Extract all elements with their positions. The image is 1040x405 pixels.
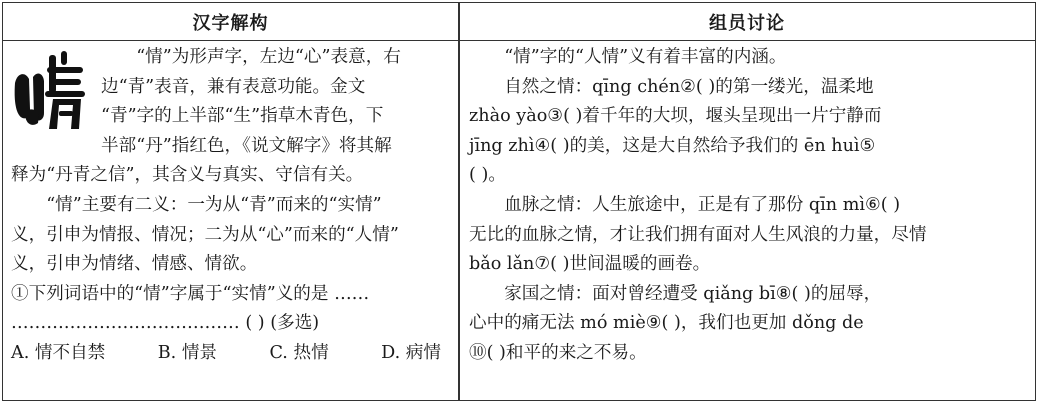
text-line: “情”主要有二义：一为从“青”而来的“实情” bbox=[46, 194, 382, 215]
text-line: jīng zhì④( )的美，这是大自然给予我们的 ēn huì⑤ bbox=[469, 135, 876, 156]
blood-section bbox=[469, 191, 1029, 280]
option-c[interactable]: C. 热情 bbox=[269, 342, 329, 363]
text-line: 半部“丹”指红色，《说文解字》将其解 bbox=[101, 135, 392, 156]
header-hanzi-analysis: 汉字解构 bbox=[3, 3, 459, 41]
text-line: 心中的痛无法 mó miè⑨( )，我们也更加 dǒng de bbox=[469, 313, 864, 334]
question-text: ①下列词语中的“情”字属于“实情”义的是 …… bbox=[11, 283, 370, 304]
text-line: zhào yào③( )着千年的大坝，堰头呈现出一片宁静而 bbox=[469, 106, 882, 127]
options-row bbox=[11, 339, 441, 369]
text-line: 血脉之情：人生旅途中，正是有了那份 qīn mì⑥( ) bbox=[504, 194, 901, 215]
column-divider bbox=[458, 3, 460, 400]
text-line: “青”字的上半部“生”指草木青色，下 bbox=[101, 106, 384, 127]
answer-blank[interactable]: ( ) bbox=[245, 313, 265, 334]
text-line: “情”为形声字，左边“心”表意，右 bbox=[136, 47, 401, 67]
text-line: 义，引申为情绪、情感、情欲。 bbox=[11, 254, 258, 275]
text-line: 自然之情：qīng chén②( )的第一缕光，温柔地 bbox=[504, 76, 874, 97]
nation-section bbox=[469, 280, 1029, 369]
text-line: bǎo lǎn⑦( )世间温暖的画卷。 bbox=[469, 254, 711, 275]
left-column bbox=[11, 43, 451, 369]
text-line: ( )。 bbox=[469, 165, 506, 186]
qing-glyph-drawing bbox=[11, 49, 89, 133]
header-group-discussion: 组员讨论 bbox=[459, 3, 1035, 41]
intro-line: “情”字的“人情”义有着丰富的内涵。 bbox=[504, 47, 787, 67]
meaning-paragraph bbox=[11, 191, 451, 280]
leader-dots: ………………………………… bbox=[11, 313, 240, 334]
text-line: 无比的血脉之情，才让我们拥有面对人生风浪的力量，尽情 bbox=[469, 224, 927, 245]
text-line: 边“青”表音，兼有表意功能。金文 bbox=[101, 76, 366, 97]
qing-seal-glyph-icon bbox=[11, 49, 89, 133]
question-1 bbox=[11, 280, 451, 369]
right-column bbox=[469, 43, 1029, 369]
worksheet-table bbox=[2, 2, 1036, 401]
nature-section bbox=[469, 73, 1029, 191]
multi-select-note: (多选) bbox=[270, 313, 320, 334]
text-line: ⑩( )和平的来之不易。 bbox=[469, 342, 647, 363]
text-line: 义，引申为情报、情况；二为从“心”而来的“人情” bbox=[11, 224, 399, 245]
option-b[interactable]: B. 情景 bbox=[157, 342, 218, 363]
option-a[interactable]: A. 情不自禁 bbox=[11, 342, 106, 363]
text-line: 释为“丹青之信”，其含义与真实、守信有关。 bbox=[11, 165, 364, 186]
option-d[interactable]: D. 病情 bbox=[381, 342, 441, 363]
text-line: 家国之情：面对曾经遭受 qiǎng bī⑧( )的屈辱， bbox=[504, 283, 882, 304]
question-answer-line bbox=[11, 309, 451, 339]
